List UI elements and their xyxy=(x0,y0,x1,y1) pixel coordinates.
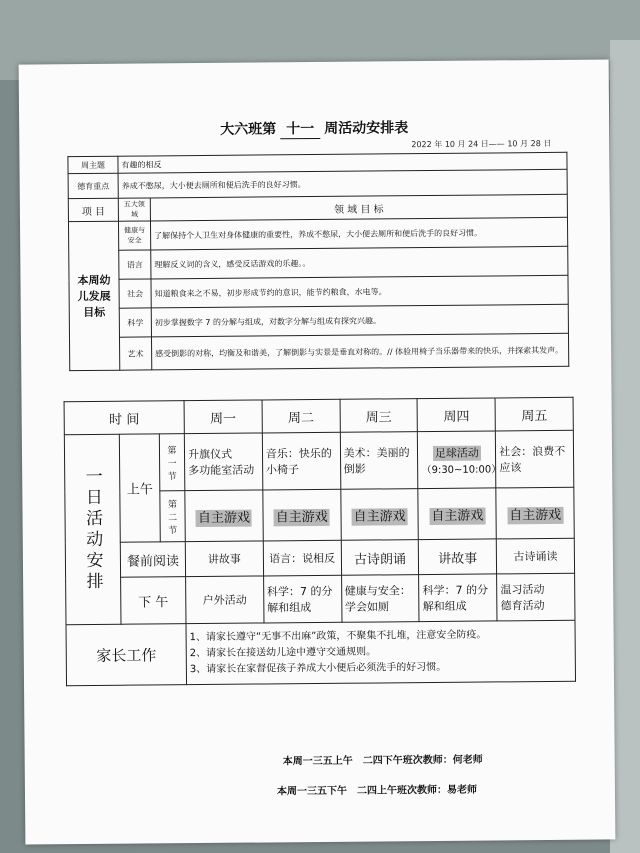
premeal-cell: 古诗诵读 xyxy=(496,538,574,574)
premeal-cell: 语言：说相反 xyxy=(263,540,341,576)
period1-row xyxy=(64,430,573,491)
premeal-label: 餐前阅读 xyxy=(120,542,185,578)
theme-value: 有趣的相反 xyxy=(118,152,567,173)
football-time: （9:30~10:00） xyxy=(421,463,502,476)
domain-goal: 初步掌握数字 7 的分解与组成，对数字分解与组成有探究兴趣。 xyxy=(151,304,568,337)
day-header: 周二 xyxy=(262,399,340,433)
domain-goal: 感受倒影的对称，均衡及和谐美，了解倒影与实景是垂直对称的。// 体验用椅子当乐器带来的快乐，并探索其发声。 xyxy=(151,333,568,370)
football-activity: 足球活动 xyxy=(433,445,481,460)
afternoon-cell: 科学：7 的分解和组成 xyxy=(263,575,341,623)
period1-cell xyxy=(418,431,502,489)
moral-label: 德育重点 xyxy=(68,173,118,198)
period1-cell: 社会：浪费不应该 xyxy=(496,430,574,488)
moral-value: 养成不憋尿，大小便去厕所和便后洗手的良好习惯。 xyxy=(118,169,567,198)
parent-work-items xyxy=(186,620,576,684)
day-header: 周五 xyxy=(495,397,573,431)
domain-row xyxy=(69,246,568,279)
period1-cell: 音乐：快乐的小椅子 xyxy=(262,432,340,490)
development-goal-label: 本周幼儿发展目标 xyxy=(68,221,119,370)
premeal-cell: 古诗朗诵 xyxy=(341,540,419,576)
domain-row xyxy=(69,275,568,308)
premeal-row xyxy=(65,538,574,577)
day-header: 周三 xyxy=(340,399,418,433)
domain-goal-label: 领 域 目 标 xyxy=(150,194,567,221)
afternoon-label: 下 午 xyxy=(121,577,186,625)
afternoon-cell: 户外活动 xyxy=(186,576,264,624)
day-header: 周一 xyxy=(184,400,262,434)
period2-cell xyxy=(185,490,263,542)
domain-row xyxy=(69,304,568,337)
date-range: 2022 年 10 月 24 日—— 10 月 28 日 xyxy=(411,138,552,150)
domain-row xyxy=(68,217,567,250)
afternoon-cell: 科学：7 的分解和组成 xyxy=(419,574,497,622)
domain-name: 科学 xyxy=(119,308,151,337)
weekly-goals-table xyxy=(67,152,569,371)
premeal-cell: 讲故事 xyxy=(185,541,263,577)
title-suffix: 周活动安排表 xyxy=(324,120,409,137)
domain-row xyxy=(69,333,568,370)
parent-item: 3、请家长在家督促孩子养成大小便后必须洗手的好习惯。 xyxy=(189,661,447,676)
schedule-sheet xyxy=(19,59,616,844)
period2-cell xyxy=(496,487,574,539)
free-play: 自主游戏 xyxy=(196,509,252,526)
period2-label: 第二节 xyxy=(160,491,185,542)
free-play: 自主游戏 xyxy=(351,508,407,525)
afternoon-row xyxy=(66,573,575,624)
theme-label: 周主题 xyxy=(68,156,118,173)
teacher-note-2: 本周一三五下午 二四上午班次教师：易老师 xyxy=(276,784,478,798)
domain-goal: 知道粮食来之不易，初步形成节约的意识，能节约粮食，水电等。 xyxy=(151,275,568,308)
afternoon-cell: 健康与安全：学会如厕 xyxy=(341,575,419,623)
title-prefix: 大六班第 xyxy=(220,121,277,138)
parent-item: 1、请家长遵守“无事不出麻”政策，不聚集不扎堆，注意安全防疫。 xyxy=(189,629,487,644)
free-play: 自主游戏 xyxy=(507,506,563,523)
free-play: 自主游戏 xyxy=(274,508,330,525)
title-week-number: 十一 xyxy=(280,118,320,139)
five-domains-label: 五大领域 xyxy=(118,198,150,221)
parent-item: 2、请家长在接送幼儿途中遵守交通规则。 xyxy=(189,646,377,660)
item-label: 项 目 xyxy=(68,198,118,221)
domain-goal: 理解反义词的含义，感受反话游戏的乐趣。。 xyxy=(151,246,568,279)
domain-name: 艺术 xyxy=(119,337,151,370)
period2-cell xyxy=(340,489,418,541)
afternoon-cell: 温习活动 德育活动 xyxy=(497,573,575,621)
premeal-cell: 讲故事 xyxy=(419,539,497,575)
teacher-note-1: 本周一三五上午 二四下午班次教师：何老师 xyxy=(282,754,483,768)
period1-label: 第一节 xyxy=(159,434,185,491)
daily-schedule-table xyxy=(64,397,576,686)
morning-label: 上午 xyxy=(119,434,160,542)
domain-name: 健康与安全 xyxy=(118,221,150,250)
domain-name: 语言 xyxy=(119,250,151,279)
parent-work-label: 家长工作 xyxy=(66,624,187,686)
parent-work-row xyxy=(66,620,576,685)
time-label: 时 间 xyxy=(64,401,184,435)
period1-cell: 美术：美丽的倒影 xyxy=(340,432,418,490)
day-header-row xyxy=(64,397,573,434)
period2-cell xyxy=(418,488,496,540)
free-play: 自主游戏 xyxy=(429,507,485,524)
background-wall xyxy=(610,40,640,853)
day-header: 周四 xyxy=(417,398,495,432)
period1-cell: 升旗仪式 多功能室活动 xyxy=(184,433,262,491)
period2-cell xyxy=(263,489,341,541)
daily-activity-label: 一日活动安排 xyxy=(64,434,121,624)
domain-goal: 了解保持个人卫生对身体健康的重要性，养成不憋尿，大小便去厕所和便后洗手的良好习惯。 xyxy=(150,217,567,250)
domain-name: 社会 xyxy=(119,279,151,308)
